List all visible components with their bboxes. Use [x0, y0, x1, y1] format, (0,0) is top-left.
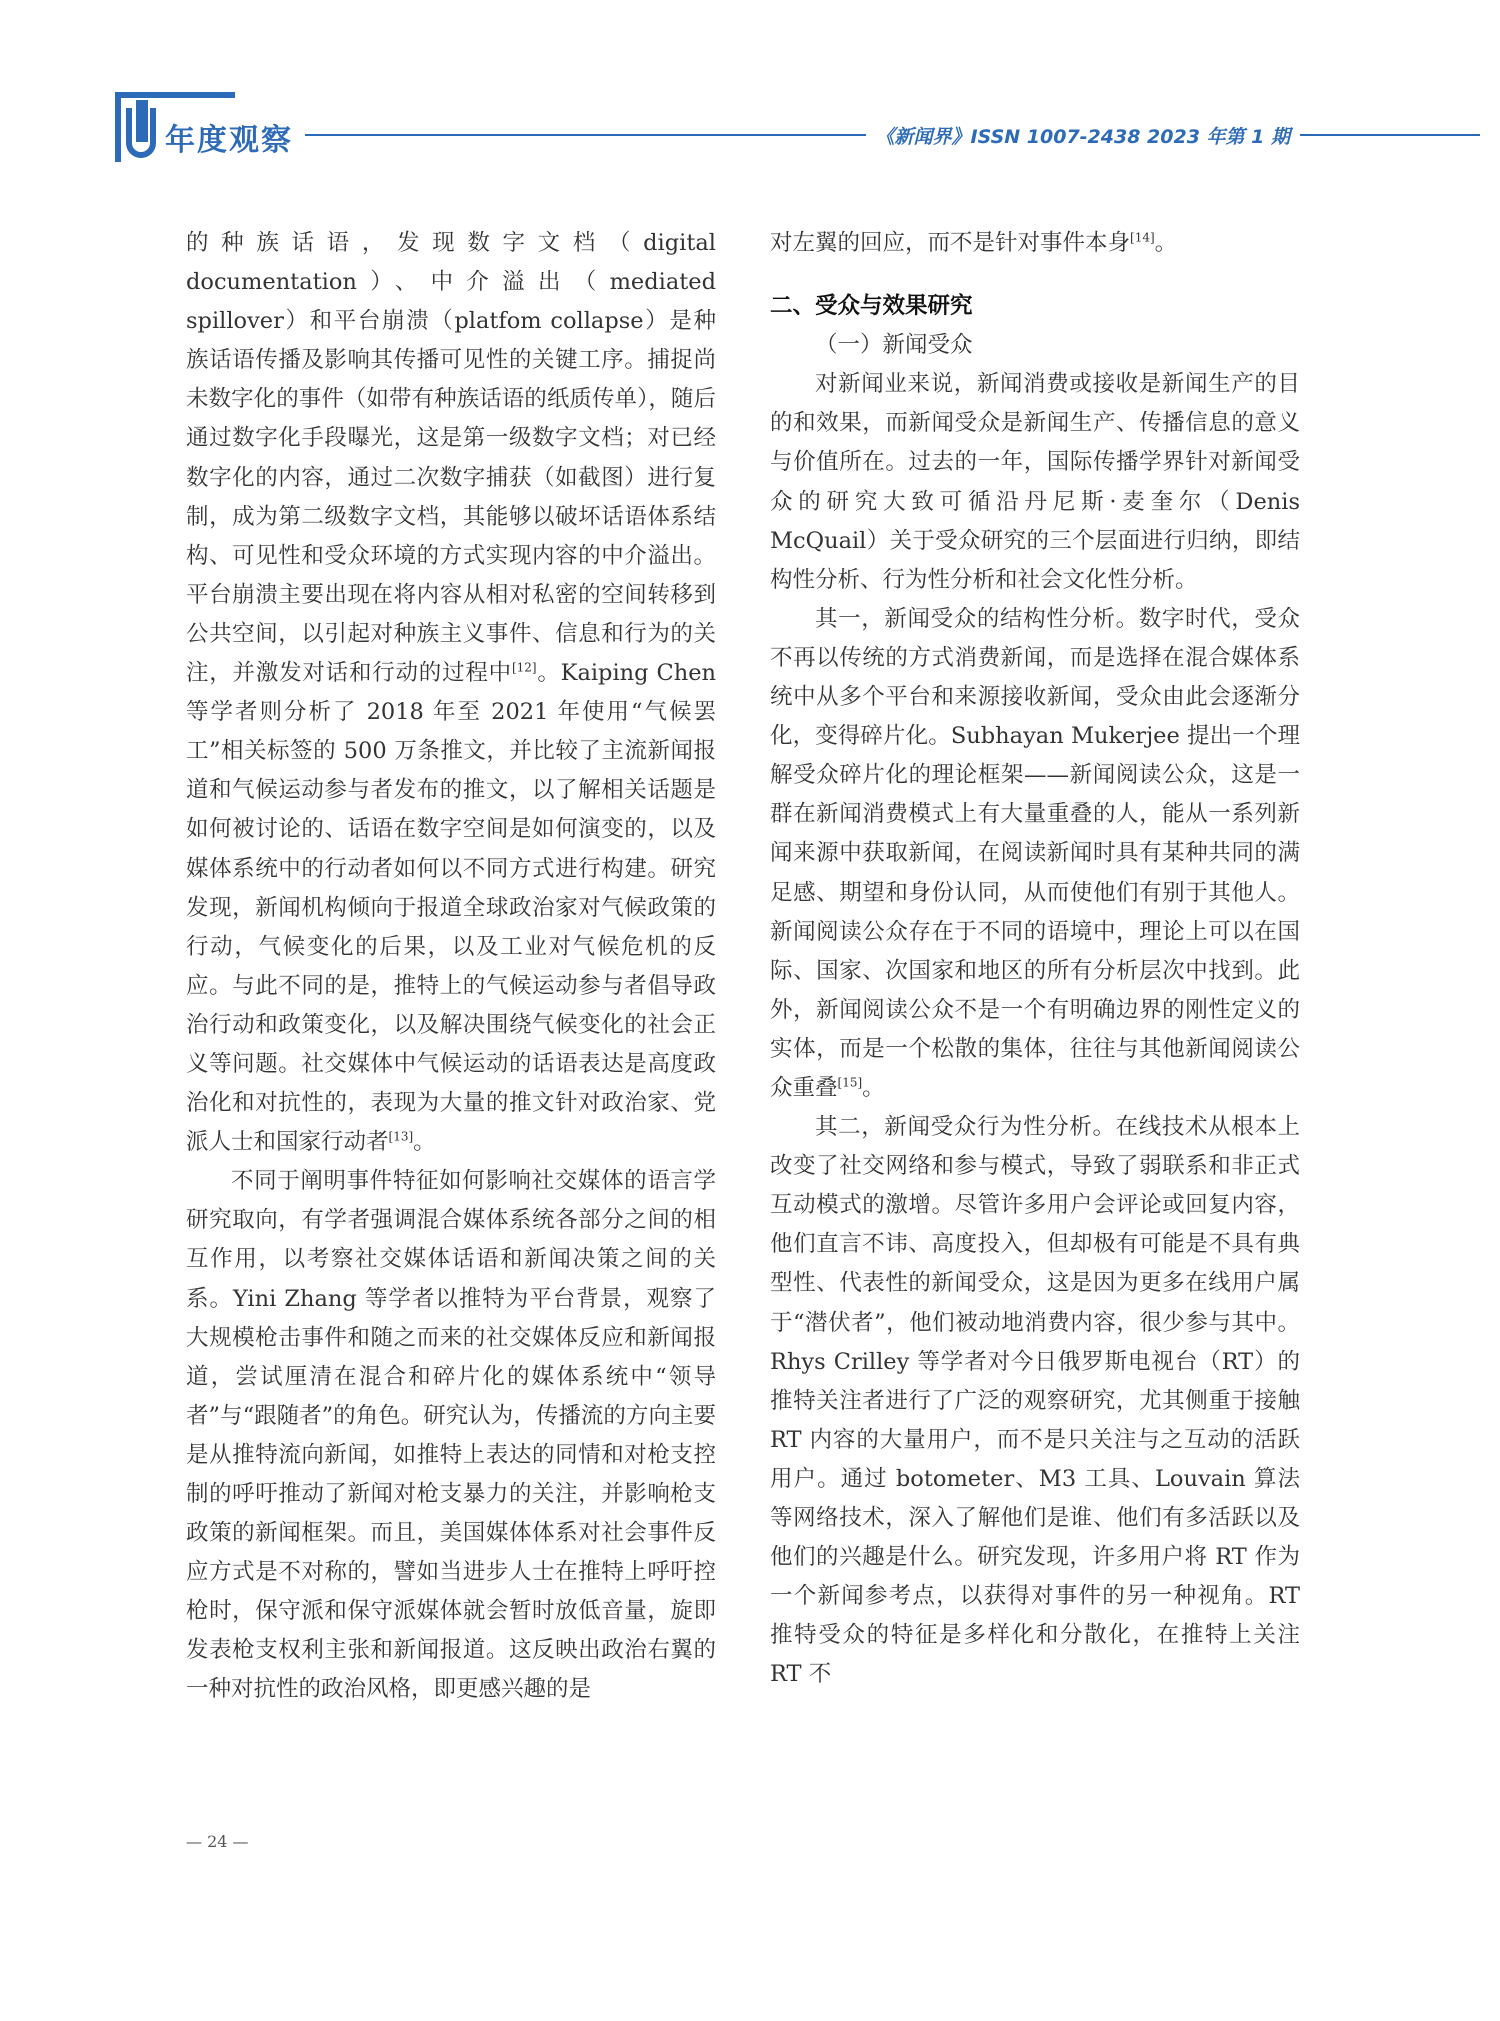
page-number: — 24 — [186, 1832, 249, 1851]
subsection-heading: （一）新闻受众 [815, 332, 973, 359]
left-column [186, 224, 716, 1710]
paragraph: 其一，新闻受众的结构性分析。数字时代，受众不再以传统的方式消费新闻，而是选择在混合媒体系统中从多个平台和来源接收新闻，受众由此会逐渐分化，变得碎片化。Subhayan Mukerjee 提出一个理解受众碎片化的理论框架——新闻阅读公众，这是一群在新闻消费模式上有大量重叠的人，能从一系列新闻来源中获取新闻，在阅读新闻时具有某种共同的满足感、期望和身份认同，从而使他们有别于其他人。新闻阅读公众存在于不同的语境中，理论上可以在国际、国家、次国家和地区的所有分析层次中找到。此外，新闻阅读公众不是一个有明确边界的刚性定义的实体，而是一个松散的集体，往往与其他新闻阅读公众重叠[15]。 [770, 605, 1300, 1101]
section-heading: 二、受众与效果研究 [770, 293, 973, 320]
paragraph: 对左翼的回应，而不是针对事件本身[14]。 [770, 230, 1178, 256]
paragraph: 的种族话语，发现数字文档（digital documentation）、中介溢出（mediated spillover）和平台崩溃（platfom collapse）是种族话语传播及影响其传播可见性的关键工序。捕捉尚未数字化的事件（如带有种族话语的纸质传单），随后通过数字化手段曝光，这是第一级数字文档；对已经数字化的内容，通过二次数字捕获（如截图）进行复制，成为第二级数字文档，其能够以破坏话语体系结构、可见性和受众环境的方式实现内容的中介溢出。平台崩溃主要出现在将内容从相对私密的空间转移到公共空间，以引起对种族主义事件、信息和行为的关注，并激发对话和行动的过程中[12]。Kaiping Chen 等学者则分析了 2018 年至 2021 年使用“气候罢工”相关标签的 500 万条推文，并比较了主流新闻报道和气候运动参与者发布的推文，以了解相关话题是如何被讨论的、话语在数字空间是如何演变的，以及媒体系统中的行动者如何以不同方式进行构建。研究发现，新闻机构倾向于报道全球政治家对气候政策的行动，气候变化的后果，以及工业对气候危机的反应。与此不同的是，推特上的气候运动参与者倡导政治行动和政策变化，以及解决围绕气候变化的社会正义等问题。社交媒体中气候运动的话语表达是高度政治化和对抗性的，表现为大量的推文针对政治家、党派人士和国家行动者[13]。 [186, 230, 716, 1156]
paragraph: 不同于阐明事件特征如何影响社交媒体的语言学研究取向，有学者强调混合媒体系统各部分之间的相互作用，以考察社交媒体话语和新闻决策之间的关系。Yini Zhang 等学者以推特为平台背景，观察了大规模枪击事件和随之而来的社交媒体反应和新闻报道，尝试厘清在混合和碎片化的媒体系统中“领导者”与“跟随者”的角色。研究认为，传播流的方向主要是从推特流向新闻，如推特上表达的同情和对枪支控制的呼吁推动了新闻对枪支暴力的关注，并影响枪支政策的新闻框架。而且，美国媒体体系对社会事件反应方式是不对称的，譬如当进步人士在推特上呼吁控枪时，保守派和保守派媒体就会暂时放低音量，旋即发表枪支权利主张和新闻报道。这反映出政治右翼的一种对抗性的政治风格，即更感兴趣的是 [186, 1168, 716, 1703]
reference-marker[interactable]: [14] [1130, 230, 1155, 245]
reference-marker[interactable]: [13] [388, 1129, 414, 1144]
paragraph: 对新闻业来说，新闻消费或接收是新闻生产的目的和效果，而新闻受众是新闻生产、传播信息的意义与价值所在。过去的一年，国际传播学界针对新闻受众的研究大致可循沿丹尼斯·麦奎尔（Denis McQuail）关于受众研究的三个层面进行归纳，即结构性分析、行为性分析和社会文化性分析。 [770, 371, 1300, 593]
right-column [770, 224, 1300, 1694]
section-title: 年度观察 [165, 115, 301, 159]
paragraph: 其二，新闻受众行为性分析。在线技术从根本上改变了社交网络和参与模式，导致了弱联系和非正式互动模式的激增。尽管许多用户会评论或回复内容，他们直言不讳、高度投入，但却极有可能是不具有典型性、代表性的新闻受众，这是因为更多在线用户属于“潜伏者”，他们被动地消费内容，很少参与其中。Rhys Crilley 等学者对今日俄罗斯电视台（RT）的推特关注者进行了广泛的观察研究，尤其侧重于接触 RT 内容的大量用户，而不是只关注与之互动的活跃用户。通过 botometer、M3 工具、Louvain 算法等网络技术，深入了解他们是谁、他们有多活跃以及他们的兴趣是什么。研究发现，许多用户将 RT 作为一个新闻参考点，以获得对事件的另一种视角。RT 推特受众的特征是多样化和分散化，在推特上关注 RT 不 [770, 1114, 1300, 1688]
journal-info: 《新闻界》ISSN 1007-2438 2023 年第 1 期 [866, 122, 1300, 149]
reference-marker[interactable]: [15] [837, 1075, 863, 1090]
page-header [0, 0, 1500, 220]
microphone-icon-body [136, 100, 148, 142]
reference-marker[interactable]: [12] [511, 660, 537, 675]
